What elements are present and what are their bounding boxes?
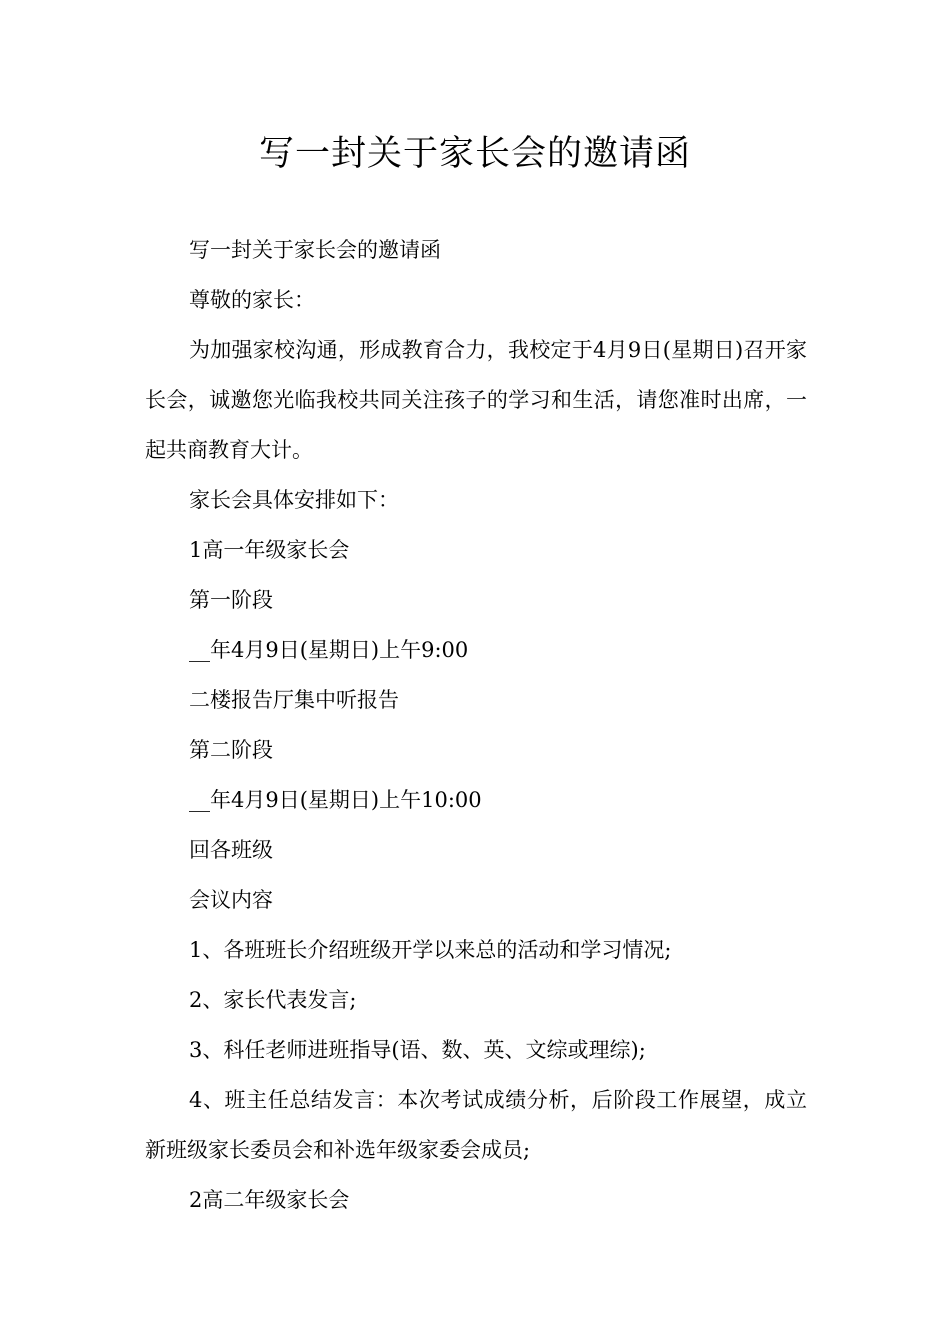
paragraph-item-2: 2、家长代表发言; bbox=[189, 988, 357, 1012]
paragraph-grade1-heading: 1高一年级家长会 bbox=[189, 538, 350, 562]
paragraph-stage2-time: __年4月9日(星期日)上午10:00 bbox=[189, 788, 482, 812]
paragraph-intro: 为加强家校沟通，形成教育合力，我校定于4月9日(星期日)召开家长会，诚邀您光临我校共同关注孩子的学习和生活，请您准时出席，一起共商教育大计。 bbox=[145, 338, 807, 462]
paragraph-stage1-place: 二楼报告厅集中听报告 bbox=[189, 688, 399, 712]
paragraph-content-heading: 会议内容 bbox=[189, 888, 273, 912]
paragraph-stage1: 第一阶段 bbox=[189, 588, 273, 612]
paragraph-item-3: 3、科任老师进班指导(语、数、英、文综或理综); bbox=[189, 1038, 646, 1062]
document-body bbox=[145, 225, 807, 1225]
paragraph-grade2-heading: 2高二年级家长会 bbox=[189, 1188, 350, 1212]
paragraph-stage1-time: __年4月9日(星期日)上午9:00 bbox=[189, 638, 469, 662]
paragraph-subtitle: 写一封关于家长会的邀请函 bbox=[189, 238, 441, 262]
paragraph-item-4: 4、班主任总结发言：本次考试成绩分析，后阶段工作展望，成立新班级家长委员会和补选年级家委会成员; bbox=[145, 1088, 807, 1162]
document-title: 写一封关于家长会的邀请函 bbox=[258, 134, 691, 174]
paragraph-stage2: 第二阶段 bbox=[189, 738, 273, 762]
paragraph-salutation: 尊敬的家长： bbox=[189, 288, 315, 312]
paragraph-item-1: 1、各班班长介绍班级开学以来总的活动和学习情况; bbox=[189, 938, 672, 962]
paragraph-stage2-place: 回各班级 bbox=[189, 838, 273, 862]
paragraph-arrangement: 家长会具体安排如下： bbox=[189, 488, 399, 512]
